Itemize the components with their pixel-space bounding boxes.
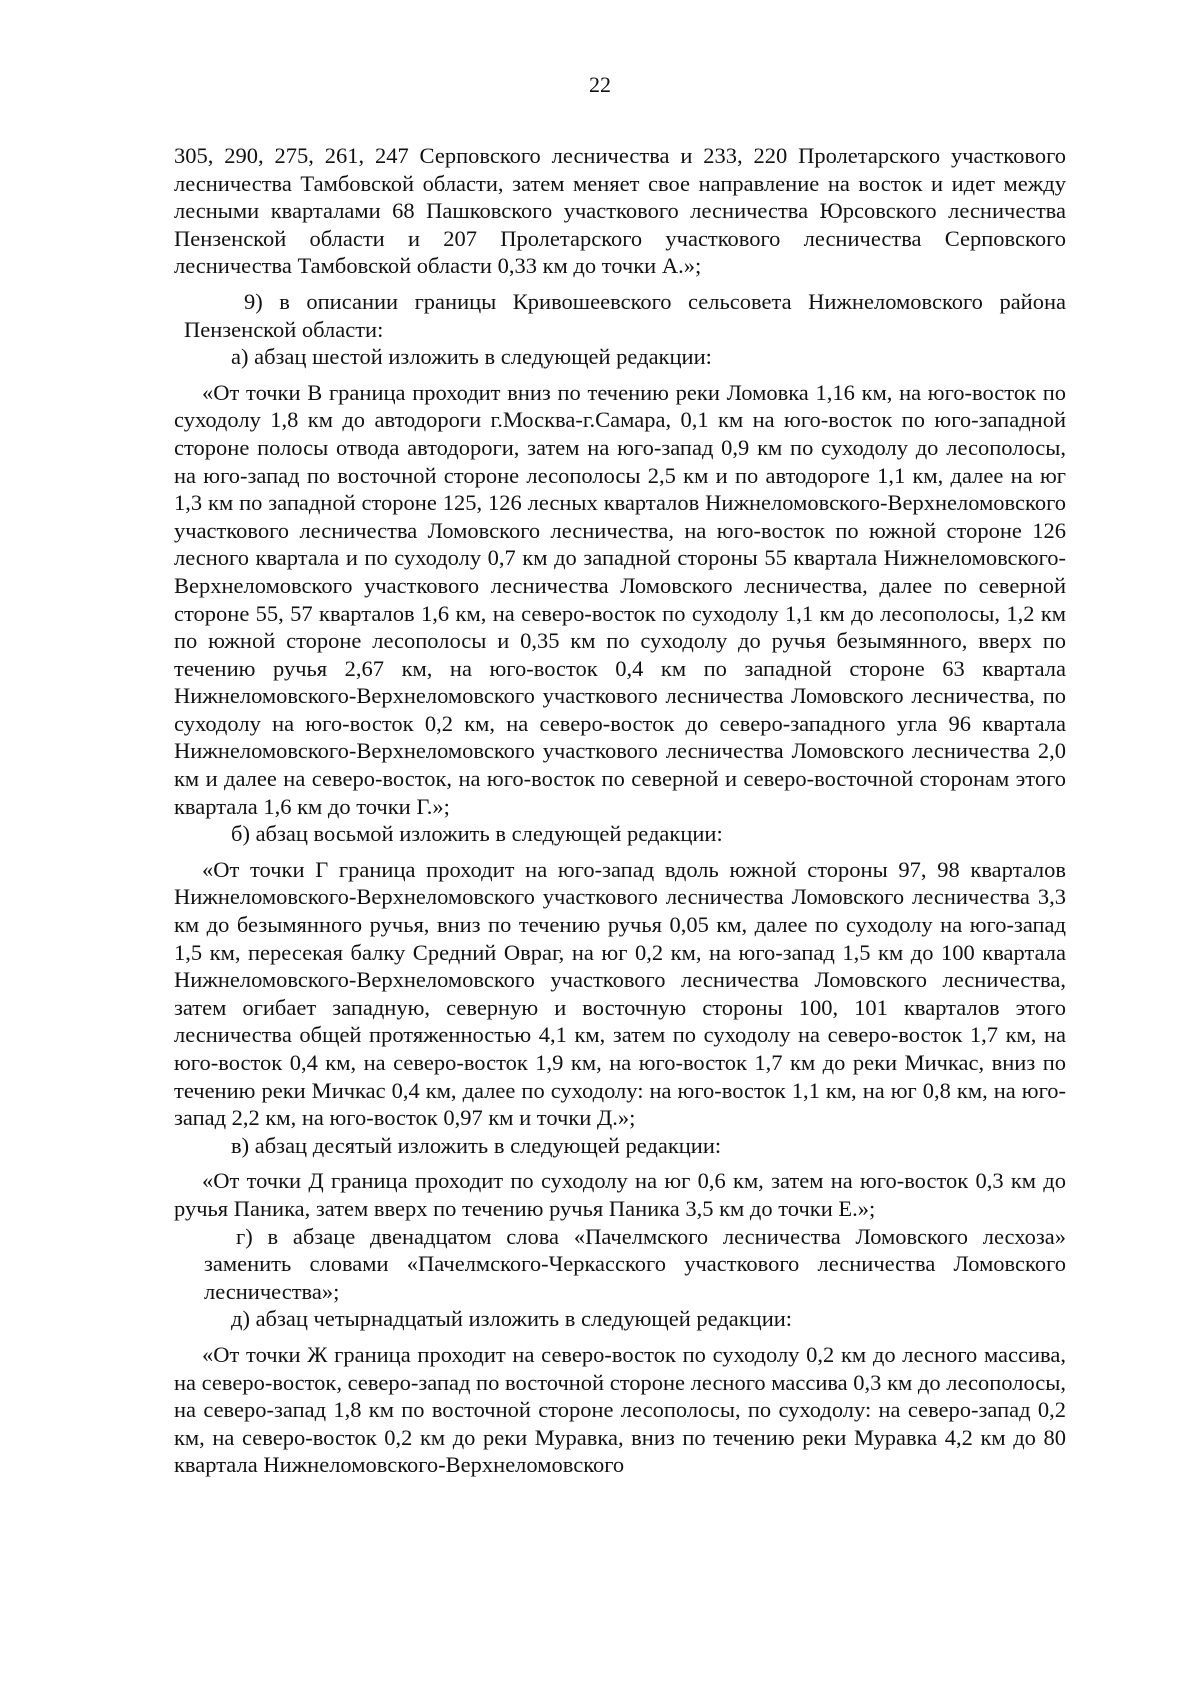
page-number: 22 (589, 72, 611, 97)
paragraph-subitem-d: д) абзац четырнадцатый изложить в следующей редакции: (231, 1306, 793, 1332)
paragraph-subitem-v: в) абзац десятый изложить в следующей редакции: (231, 1132, 722, 1158)
paragraph-subitem-g: г) в абзаце двенадцатом слова «Пачелмского лесничества Ломовского лесхоза» заменить словами «Пачелмского-Черкасского участкового лесничества Ломовского лесничества»; (204, 1223, 1066, 1304)
paragraph-quote-d: «От точки Ж граница проходит на северо-восток по суходолу 0,2 км до лесного массива, на северо-восток, северо-запад по восточной стороне лесного массива 0,3 км до лесополосы, на северо-запад 1,8 км по восточной стороне лесополосы, по суходолу: на северо-запад 0,2 км, на северо-восток 0,2 км до реки Муравка, вниз по течению реки Муравка 4,2 км до 80 квартала Нижнеломовского-Верхнеломовского (174, 1341, 1066, 1478)
paragraph-item-9: 9) в описании границы Кривошеевского сельсовета Нижнеломовского района Пензенской области: (184, 288, 1066, 342)
paragraph-quote-b: «От точки Г граница проходит на юго-запад вдоль южной стороны 97, 98 кварталов Нижнеломовского-Верхнеломовского участкового лесничества Ломовского лесничества 3,3 км до безымянного ручья, вниз по течению ручья 0,05 км, далее по суходолу на юго-запад 1,5 км, пересекая балку Средний Овраг, на юг 0,2 км, на юго-запад 1,5 км до 100 квартала Нижнеломовского-Верхнеломовского участкового лесничества Ломовского лесничества, затем огибает западную, северную и восточную стороны 100, 101 кварталов этого лесничества общей протяженностью 4,1 км, затем по суходолу на северо-восток 1,7 км, на юго-восток 0,4 км, на северо-восток 1,9 км, на юго-восток 1,7 км до реки Мичкас, вниз по течению реки Мичкас 0,4 км, далее по суходолу: на юго-восток 1,1 км, на юг 0,8 км, на юго-запад 2,2 км, на юго-восток 0,97 км и точки Д.»; (174, 856, 1066, 1131)
paragraph-continuation: 305, 290, 275, 261, 247 Серповского лесничества и 233, 220 Пролетарского участкового лесничества Тамбовской области, затем меняет свое направление на восток и идет между лесными кварталами 68 Пашковского участкового лесничества Юрсовского лесничества Пензенской области и 207 Пролетарского участкового лесничества Серповского лесничества Тамбовской области 0,33 км до точки А.»; (174, 143, 1066, 279)
paragraph-subitem-a: а) абзац шестой изложить в следующей редакции: (231, 344, 712, 370)
paragraph-quote-a: «От точки В граница проходит вниз по течению реки Ломовка 1,16 км, на юго-восток по суходолу 1,8 км до автодороги г.Москва-г.Самара, 0,1 км на юго-восток по юго-западной стороне полосы отвода автодороги, затем на юго-запад 0,9 км по суходолу до лесополосы, на юго-запад по восточной стороне лесополосы 2,5 км и по автодороге 1,1 км, далее на юг 1,3 км по западной стороне 125, 126 лесных кварталов Нижнеломовского-Верхнеломовского участкового лесничества Ломовского лесничества, на юго-восток по южной стороне 126 лесного квартала и по суходолу 0,7 км до западной стороны 55 квартала Нижнеломовского-Верхнеломовского участкового лесничества Ломовского лесничества, далее по северной стороне 55, 57 кварталов 1,6 км, на северо-восток по суходолу 1,1 км до лесополосы, 1,2 км по южной стороне лесополосы и 0,35 км по суходолу до ручья безымянного, вверх по течению ручья 2,67 км, на юго-восток 0,4 км по западной стороне 63 квартала Нижнеломовского-Верхнеломовского участкового лесничества Ломовского лесничества, по суходолу на юго-восток 0,2 км, на северо-восток до северо-западного угла 96 квартала Нижнеломовского-Верхнеломовского участкового лесничества Ломовского лесничества 2,0 км и далее на северо-восток, на юго-восток по северной и северо-восточной сторонам этого квартала 1,6 км до точки Г.»; (174, 379, 1066, 819)
document-body (174, 142, 1066, 1479)
paragraph-subitem-b: б) абзац восьмой изложить в следующей редакции: (231, 821, 723, 847)
paragraph-quote-v: «От точки Д граница проходит по суходолу на юг 0,6 км, затем на юго-восток 0,3 км до ручья Паника, затем вверх по течению ручья Паника 3,5 км до точки Е.»; (174, 1168, 1066, 1221)
